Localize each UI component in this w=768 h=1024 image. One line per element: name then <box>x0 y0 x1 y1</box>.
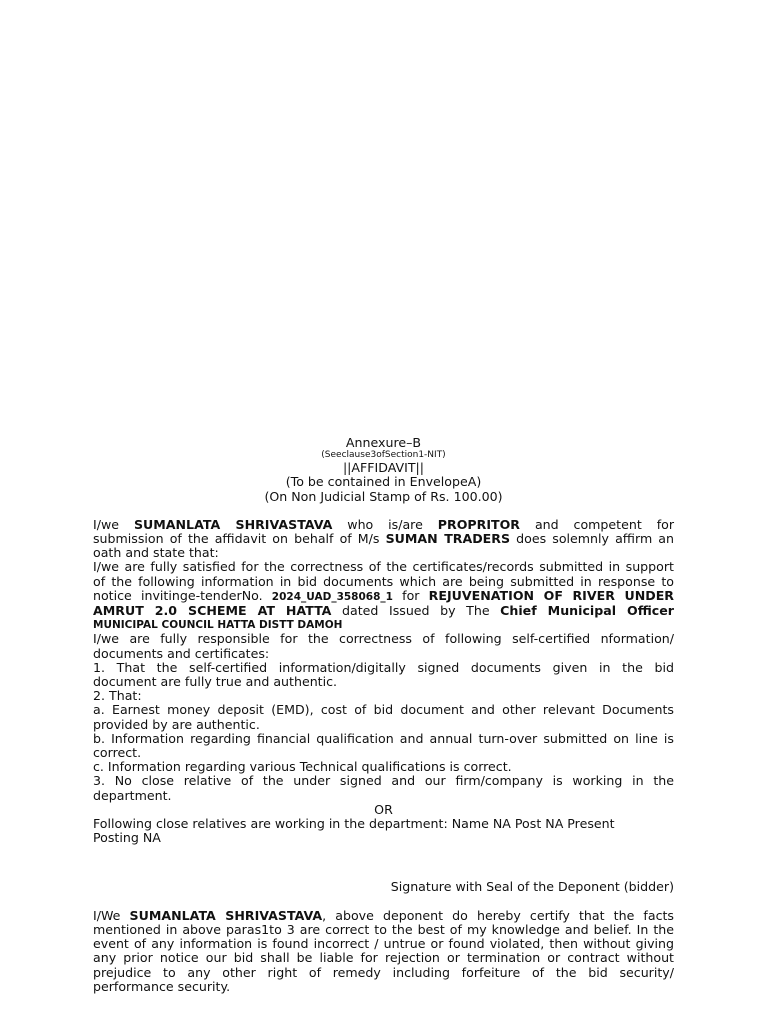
council-name: MUNICIPAL COUNCIL HATTA DISTT DAMOH <box>93 619 343 632</box>
para-2-line-1: I/we are fully satisfied for the correctness of the certificates/records submitted in support <box>93 559 674 575</box>
final-line-4: any prior notice our bid shall be liable for rejection or termination or contract without <box>93 950 674 966</box>
officer: Chief Municipal Officer <box>500 603 674 619</box>
para-1-line-1: I/we SUMANLATA SHRIVASTAVA who is/are PROPRITOR and competent for <box>93 516 675 532</box>
item-1-line-2: document are fully true and authentic. <box>93 674 338 690</box>
firm-name: SUMAN TRADERS <box>385 531 511 547</box>
relatives-line-1: Following close relatives are working in the department: Name NA Post NA Present <box>93 816 615 832</box>
item-a-line-2: provided by are authentic. <box>93 716 260 732</box>
annexure-title: Annexure–B <box>345 435 422 450</box>
affidavit-title: ||AFFIDAVIT|| <box>342 460 425 476</box>
item-1-line-1: 1. That the self-certified information/digitally signed documents given in the bid <box>93 659 674 675</box>
or-separator: OR <box>374 801 393 817</box>
final-deponent-name: SUMANLATA SHRIVASTAVA <box>129 907 323 923</box>
deponent-role: PROPRITOR <box>437 516 521 532</box>
item-a-line-1: a. Earnest money deposit (EMD), cost of bid document and other relevant Documents <box>93 702 674 718</box>
tender-number: 2024_UAD_358068_1 <box>271 590 393 603</box>
para-3-line-1: I/we are fully responsible for the correctness of following self-certified nformation/ <box>93 631 674 647</box>
see-clause: (Seeclause3ofSection1-NIT) <box>321 450 446 461</box>
envelope-note: (To be contained in EnvelopeA) <box>285 474 482 490</box>
para-1-line-3: oath and state that: <box>93 545 219 561</box>
para-2-line-2: of the following information in bid documents which are being submitted in response to <box>93 573 674 589</box>
stamp-note: (On Non Judicial Stamp of Rs. 100.00) <box>264 488 503 504</box>
para-2-line-4: AMRUT 2.0 SCHEME AT HATTA dated Issued by The Chief Municipal Officer <box>93 603 674 619</box>
final-line-1: I/We SUMANLATA SHRIVASTAVA, above deponent do hereby certify that the facts <box>93 907 674 923</box>
para-3-line-2: documents and certificates: <box>93 645 270 661</box>
item-c: c. Information regarding various Technical qualifications is correct. <box>93 759 512 775</box>
final-line-5: prejudice to any other right of remedy including forfeiture of the bid security/ <box>93 964 674 980</box>
para-2-line-3: notice invitinge-tenderNo. 2024_UAD_358068_1 for REJUVENATION OF RIVER UNDER <box>93 587 674 603</box>
final-line-3: event of any information is found incorrect / untrue or found violated, then without giving <box>93 936 674 952</box>
affidavit-page <box>93 436 674 994</box>
item-3-line-2: department. <box>93 787 172 803</box>
item-b-line-2: correct. <box>93 745 142 761</box>
item-b-line-1: b. Information regarding financial qualification and annual turn-over submitted on line is <box>93 730 674 746</box>
signature-line: Signature with Seal of the Deponent (bidder) <box>390 879 674 895</box>
work-title-2: AMRUT 2.0 SCHEME AT HATTA <box>93 603 332 619</box>
final-line-2: mentioned in above paras1to 3 are correct to the best of my knowledge and belief. In the <box>93 921 674 937</box>
final-line-6: performance security. <box>93 978 231 994</box>
item-3-line-1: 3. No close relative of the under signed and our firm/company is working in the <box>93 773 674 789</box>
work-title-1: REJUVENATION OF RIVER UNDER <box>428 587 674 603</box>
item-2: 2. That: <box>93 688 142 704</box>
deponent-name: SUMANLATA SHRIVASTAVA <box>133 516 333 532</box>
relatives-line-2: Posting NA <box>93 830 161 846</box>
para-1-line-2: submission of the affidavit on behalf of M/s SUMAN TRADERS does solemnly affirm an <box>93 531 675 547</box>
